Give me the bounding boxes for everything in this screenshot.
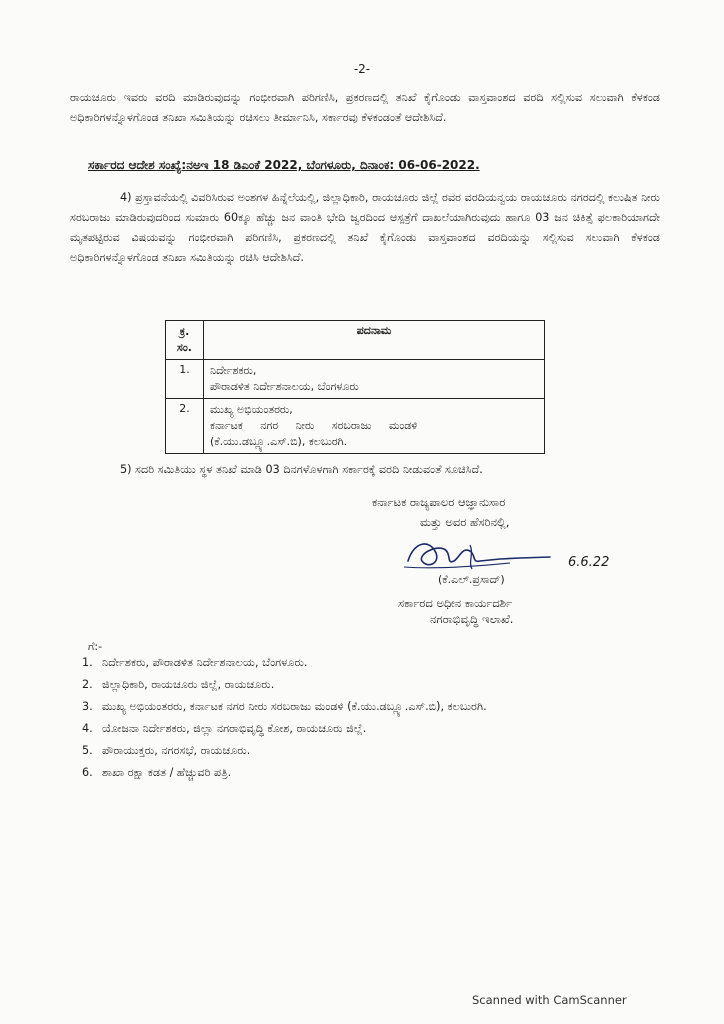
order-paragraph-4: 4) ಪ್ರಸ್ತಾವನೆಯಲ್ಲಿ ವಿವರಿಸಿರುವ ಅಂಶಗಳ ಹಿನ್ನೆಲೆಯಲ್ಲಿ, ಜಿಲ್ಲಾಧಿಕಾರಿ, ರಾಯಚೂರು ಜಿಲ್ಲೆ ರವರ ವರದಿಯನ್ವಯ ರಾಯಚೂರು ನಗರದಲ್ಲಿ ಕಲುಷಿತ ನೀರು ಸರಬರಾಜು ಮಾಡಿರುವುದರಿಂದ ಸುಮಾರು 60ಕ್ಕೂ ಹೆಚ್ಚು ಜನ ವಾಂತಿ ಭೇದಿ ಜ್ವರದಿಂದ ಆಸ್ಪತ್ರೆಗೆ ದಾಖಲೆಯಾಗಿರುವುದು ಹಾಗೂ 03 ಜನ ಚಿಕಿತ್ಸೆ ಫಲಕಾರಿಯಾಗದೇ ಮೃತಪಟ್ಟಿರುವ ವಿಷಯವನ್ನು ಗಂಭೀರವಾಗಿ ಪರಿಗಣಿಸಿ, ಪ್ರಕರಣದಲ್ಲಿ ತನಿಖೆ ಕೈಗೊಂಡು ವಾಸ್ತವಾಂಶದ ವರದಿಯನ್ನು ಸಲ್ಲಿಸುವ ಸಲುವಾಗಿ ಕೆಳಕಂಡ ಅಧಿಕಾರಿಗಳನ್ನೊಳಗೊಂಡ ತನಿಖಾ ಸಮಿತಿಯನ್ನು ರಚಿಸಿ ಆದೇಶಿಸಿದೆ. — [70, 191, 660, 264]
table-header-designation: ಪದನಾಮ — [204, 321, 545, 360]
signatory-department: ನಗರಾಭಿವೃದ್ಧಿ ಇಲಾಖೆ. — [430, 612, 514, 626]
order-heading: ಸರ್ಕಾರದ ಆದೇಶ ಸಂಖ್ಯೆ:ನಅಇ 18 ಡಿಎಂಕೆ 2022, ಬೆಂಗಳೂರು, ದಿನಾಂಕ: 06-06-2022. — [88, 158, 480, 172]
designation-line: ಮುಖ್ಯ ಅಭಿಯಂತರರು, — [210, 403, 293, 416]
list-item — [82, 740, 682, 762]
list-item-text: ಮುಖ್ಯ ಅಭಿಯಂತರರು, ಕರ್ನಾಟಕ ನಗರ ನೀರು ಸರಬರಾಜು ಮಂಡಳಿ (ಕೆ.ಯು.ಡಬ್ಲ್ಯೂ.ಎಸ್.ಬಿ), ಕಲಬುರಗಿ. — [102, 700, 487, 713]
list-item-number: 2. — [82, 678, 93, 691]
list-item-text: ಪೌರಾಯುಕ್ತರು, ನಗರಸಭೆ, ರಾಯಚೂರು. — [102, 744, 251, 757]
list-item-text: ಶಾಖಾ ರಕ್ಷಾ ಕಡತ / ಹೆಚ್ಚುವರಿ ಪತ್ರಿ. — [102, 766, 232, 779]
signatory-designation: ಸರ್ಕಾರದ ಅಧೀನ ಕಾರ್ಯದರ್ಶಿ — [398, 596, 513, 610]
designation-line: ಕರ್ನಾಟಕ ನಗರ ನೀರು ಸರಬರಾಜು ಮಂಡಳಿ — [210, 419, 418, 432]
list-item-text: ಯೋಜನಾ ನಿರ್ದೇಶಕರು, ಜಿಲ್ಲಾ ನಗರಾಭಿವೃದ್ಧಿ ಕೋಶ, ರಾಯಚೂರು ಜಿಲ್ಲೆ. — [102, 722, 367, 735]
designation-line: (ಕೆ.ಯು.ಡಬ್ಲ್ಯೂ.ಎಸ್.ಬಿ), ಕಲಬುರಗಿ. — [210, 435, 348, 448]
page-number: -2- — [353, 62, 371, 76]
list-item-number: 5. — [82, 744, 93, 757]
cc-list — [82, 652, 682, 784]
list-item-text: ನಿರ್ದೇಶಕರು, ಪೌರಾಡಳಿತ ನಿರ್ದೇಶನಾಲಯ, ಬೆಂಗಳೂರು. — [102, 656, 308, 669]
intro-paragraph: ರಾಯಚೂರು ಇವರು ವರದಿ ಮಾಡಿರುವುದನ್ನು ಗಂಭೀರವಾಗಿ ಪರಿಗಣಿಸಿ, ಪ್ರಕರಣದಲ್ಲಿ ತನಿಖೆ ಕೈಗೊಂಡು ವಾಸ್ತವಾಂಶದ ವರದಿ ಸಲ್ಲಿಸುವ ಸಲುವಾಗಿ ಕೆಳಕಂಡ ಅಧಿಕಾರಿಗಳನ್ನೊಳಗೊಂಡ ತನಿಖಾ ಸಮಿತಿಯನ್ನು ರಚಿಸಲು ತೀರ್ಮಾನಿಸಿ, ಸರ್ಕಾರವು ಕೆಳಕಂಡಂತೆ ಆದೇಶಿಸಿದೆ. — [70, 91, 660, 124]
designation-line: ಪೌರಾಡಳಿತ ನಿರ್ದೇಶನಾಲಯ, ಬೆಂಗಳೂರು — [210, 380, 359, 393]
list-item-number: 3. — [82, 700, 93, 713]
table-row — [166, 360, 545, 399]
list-item — [82, 762, 682, 784]
list-item — [82, 674, 682, 696]
signature-name-line: ಮತ್ತು ಅವರ ಹೆಸರಿನಲ್ಲಿ, — [420, 515, 510, 529]
signature-date: 6.6.22 — [568, 555, 610, 570]
list-item-number: 6. — [82, 766, 93, 779]
list-item — [82, 652, 682, 674]
list-item-number: 4. — [82, 722, 93, 735]
scanner-watermark: Scanned with CamScanner — [472, 993, 627, 1007]
handwritten-signature — [400, 533, 570, 575]
list-item — [82, 718, 682, 740]
list-item-text: ಜಿಲ್ಲಾಧಿಕಾರಿ, ರಾಯಚೂರು ಜಿಲ್ಲೆ, ರಾಯಚೂರು. — [102, 678, 275, 691]
signature-authority-line: ಕರ್ನಾಟಕ ರಾಜ್ಯಪಾಲರ ಆಜ್ಞಾನುಸಾರ — [372, 495, 506, 509]
list-item — [82, 696, 682, 718]
signatory-name: (ಕೆ.ಎಲ್.ಪ್ರಸಾದ್) — [438, 573, 505, 586]
order-paragraph-5: 5) ಸದರಿ ಸಮಿತಿಯು ಸ್ಥಳ ತನಿಖೆ ಮಾಡಿ 03 ದಿನಗಳೊಳಗಾಗಿ ಸರ್ಕಾರಕ್ಕೆ ವರದಿ ನೀಡುವಂತೆ ಸೂಚಿಸಿದೆ. — [120, 463, 483, 476]
table-header-sno: ಕ್ರ. ಸಂ. — [166, 321, 204, 360]
list-item-number: 1. — [82, 656, 93, 669]
table-row — [166, 399, 545, 454]
committee-table — [165, 320, 545, 454]
table-header-row — [166, 321, 545, 360]
cc-label: ಗೆ:- — [88, 640, 103, 653]
table-cell-sno: 1. — [166, 360, 204, 399]
table-cell-designation — [204, 360, 545, 399]
designation-line: ನಿರ್ದೇಶಕರು, — [210, 364, 257, 377]
table-cell-sno: 2. — [166, 399, 204, 454]
table-cell-designation — [204, 399, 545, 454]
